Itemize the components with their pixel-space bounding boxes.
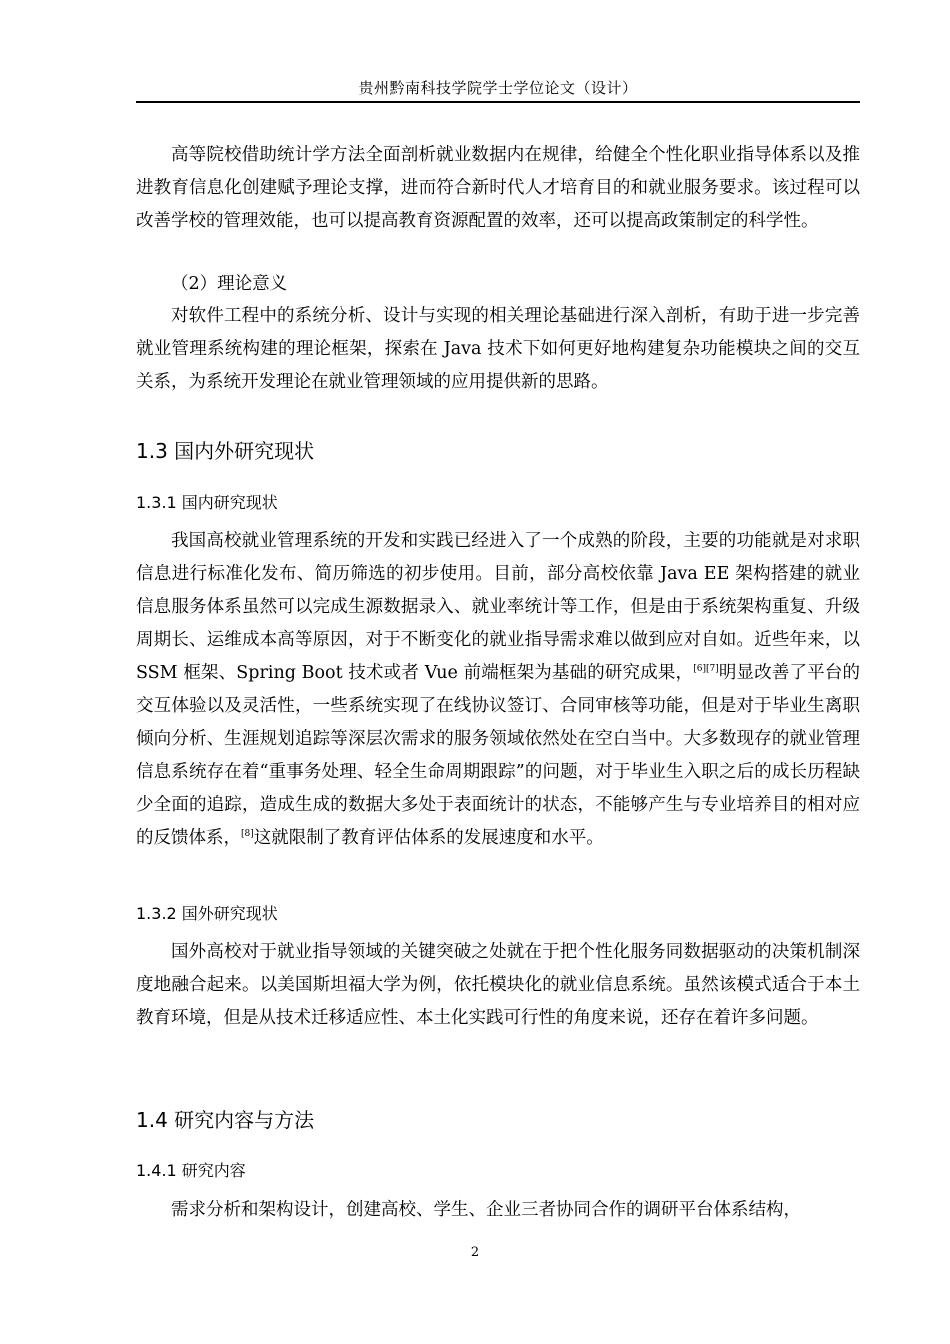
paragraph-text — [136, 525, 860, 855]
paragraph-text: 高等院校借助统计学方法全面剖析就业数据内在规律，给健全个性化职业指导体系以及推进教育信息化创建赋予理论支撑，进而符合新时代人才培育目的和就业服务要求。该过程可以改善学校的管理效能，也可以提高教育资源配置的效率，还可以提高政策制定的科学性。 — [136, 145, 860, 231]
paragraph-segment: 这就限制了教育评估体系的发展速度和水平。 — [253, 828, 604, 848]
heading-1-3: 1.3 国内外研究现状 — [136, 439, 315, 463]
heading-1-4: 1.4 研究内容与方法 — [136, 1108, 315, 1132]
theory-label: （2）理论意义 — [171, 274, 288, 294]
paragraph-research-content — [136, 1194, 860, 1227]
page-number: 2 — [470, 1245, 480, 1260]
paragraph-domestic-research — [136, 525, 860, 855]
paragraph-segment: 我国高校就业管理系统的开发和实践已经进入了一个成熟的阶段，主要的功能就是对求职信息进行标准化发布、简历筛选的初步使用。目前，部分高校依靠 Java EE 架构搭建的就业信息服务体系虽然可以完成生源数据录入、就业率统计等工作，但是由于系统架构重复、升级周期长、运维成本高等原因，对于不断变化的就业指导需求难以做到应对自如。近些年来，以 SSM 框架、Spring Boot 技术或者 Vue 前端框架为基础的研究成果， — [136, 531, 860, 683]
header-title: 贵州黔南科技学院学士学位论文（设计） — [358, 79, 638, 97]
citation-ref: [8] — [241, 829, 254, 840]
page-header — [136, 74, 860, 103]
paragraph-significance-practical — [136, 139, 860, 238]
heading-1-3-1: 1.3.1 国内研究现状 — [136, 493, 278, 512]
paragraph-segment: 明显改善了平台的交互体验以及灵活性，一些系统实现了在线协议签订、合同审核等功能，但是对于毕业生离职倾向分析、生涯规划追踪等深层次需求的服务领域依然处在空白当中。大多数现存的就业管理信息系统存在着“重事务处理、轻全生命周期跟踪”的问题，对于毕业生入职之后的成长历程缺少全面的追踪，造成生成的数据大多处于表面统计的状态，不能够产生与专业培养目的相对应的反馈体系， — [136, 663, 861, 848]
citation-ref: [6][7] — [693, 664, 719, 675]
paragraph-text: 需求分析和架构设计，创建高校、学生、企业三者协同合作的调研平台体系结构， — [171, 1200, 801, 1220]
paragraph-text: 国外高校对于就业指导领域的关键突破之处就在于把个性化服务同数据驱动的决策机制深度地融合起来。以美国斯坦福大学为例，依托模块化的就业信息系统。虽然该模式适合于本土教育环境，但是从技术迁移适应性、本土化实践可行性的角度来说，还存在着许多问题。 — [136, 942, 860, 1028]
paragraph-foreign-research — [136, 936, 860, 1035]
subsection-label-theory — [136, 268, 860, 301]
paragraph-text: 对软件工程中的系统分析、设计与实现的相关理论基础进行深入剖析，有助于进一步完善就业管理系统构建的理论框架，探索在 Java 技术下如何更好地构建复杂功能模块之间的交互关系，为系统开发理论在就业管理领域的应用提供新的思路。 — [136, 306, 860, 392]
heading-1-4-1: 1.4.1 研究内容 — [136, 1161, 246, 1180]
paragraph-theory-significance — [136, 300, 860, 399]
heading-1-3-2: 1.3.2 国外研究现状 — [136, 904, 278, 923]
